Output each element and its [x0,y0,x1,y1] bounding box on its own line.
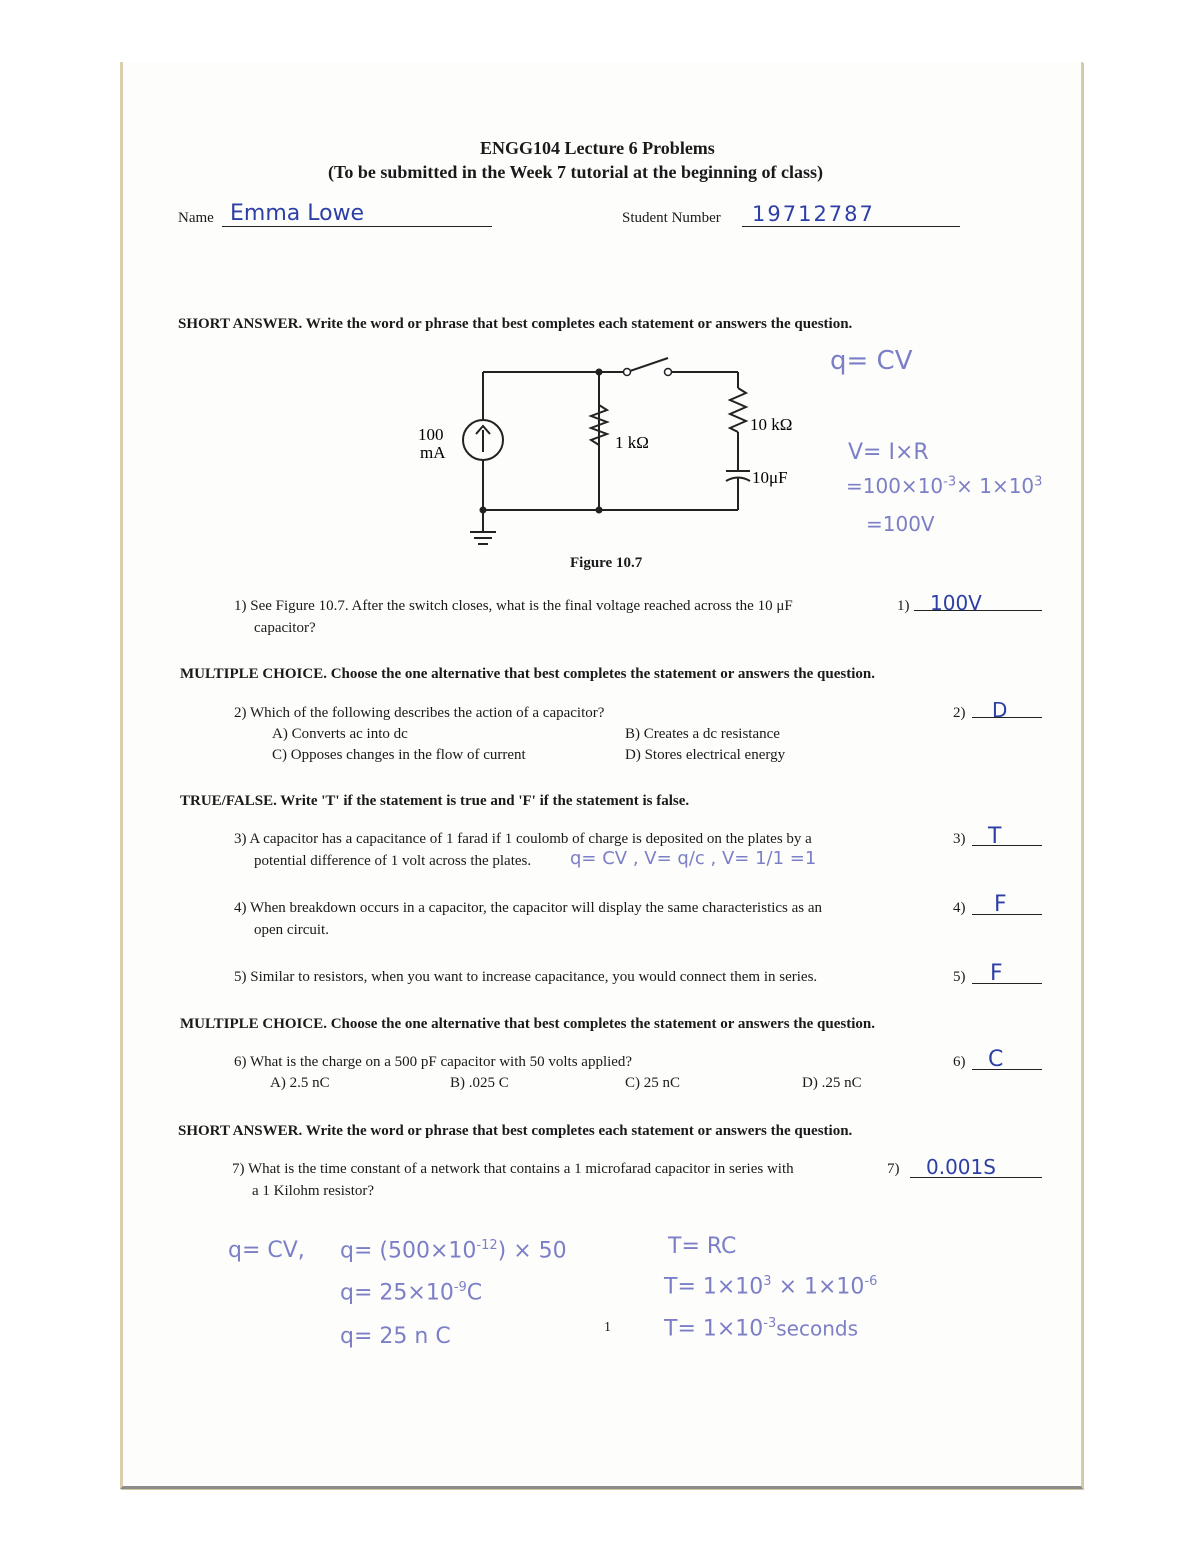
q3-text-line1: 3) A capacitor has a capacitance of 1 farad if 1 coulomb of charge is deposited on the plates by a [234,831,812,847]
q4-text-line2: open circuit. [254,922,329,938]
q6-answer: C [988,1047,1004,1072]
student-number-line [742,226,960,227]
switch-contact-left [624,369,631,376]
hand-v-line2: $=100\times 10^{-3}\times 1\times 10^3$ [846,474,1043,498]
hand-v-line3: =100V [866,512,935,536]
q3-answer-line [972,845,1042,846]
q2-option-a: A) Converts ac into dc [272,726,408,742]
source-label-unit: mA [420,443,446,462]
section-short-answer-1: SHORT ANSWER. Write the word or phrase that best completes each statement or answers the question. [178,316,853,332]
q6-option-c: C) 25 nC [625,1075,681,1091]
q6-option-b: B) .025 C [450,1075,509,1091]
q6-answer-line [972,1069,1042,1070]
section-multiple-choice-1: MULTIPLE CHOICE. Choose the one alternative that best completes the statement or answers the question. [180,666,875,682]
name-value: Emma Lowe [230,201,365,226]
q2-option-d: D) Stores electrical energy [625,747,786,763]
q3-number: 3) [953,831,966,847]
hand-v-line1: V= I×R [848,440,929,465]
q2-option-c: C) Opposes changes in the flow of current [272,747,526,763]
q2-number: 2) [953,705,966,721]
q4-answer: F [994,892,1007,917]
junction-top [596,369,603,376]
junction-bottom [596,507,603,514]
q5-text: 5) Similar to resistors, when you want to increase capacitance, you would connect them in series. [234,969,818,985]
q2-text: 2) Which of the following describes the action of a capacitor? [234,705,605,721]
hand-tau-1: T= RC [668,1234,737,1259]
hand-tau-3: $T= 1\times 10^{-3}seconds$ [664,1316,859,1342]
section-short-answer-2: SHORT ANSWER. Write the word or phrase that best completes each statement or answers the question. [178,1123,853,1139]
q3-text-line2: potential difference of 1 volt across the plates. [254,853,532,869]
q5-answer-line [972,983,1042,984]
q6-option-a: A) 2.5 nC [270,1075,330,1091]
page-subtitle: (To be submitted in the Week 7 tutorial at the beginning of class) [328,162,824,182]
q1-text-line1: 1) See Figure 10.7. After the switch closes, what is the final voltage reached across the 10 μF [234,598,793,614]
capacitor-label: 10μF [752,468,788,487]
q2-option-b: B) Creates a dc resistance [625,726,780,742]
figure-caption: Figure 10.7 [570,555,643,571]
hand-calc-2: $q= (500\times 10^{-12}) \times 50$ [340,1238,567,1264]
q7-text-line1: 7) What is the time constant of a network that contains a 1 microfarad capacitor in series with [232,1161,794,1177]
page-title: ENGG104 Lecture 6 Problems [480,138,715,158]
q4-text-line1: 4) When breakdown occurs in a capacitor, the capacitor will display the same characteristics as an [234,900,823,916]
q7-answer: 0.001S [926,1155,996,1179]
hand-calc-4: q= 25 n C [340,1324,451,1349]
r1-label: 1 kΩ [615,433,649,452]
q6-number: 6) [953,1054,966,1070]
q1-answer: 100V [930,591,982,615]
q2-answer: D [992,698,1008,722]
q7-text-line2: a 1 Kilohm resistor? [252,1183,375,1199]
q6-text: 6) What is the charge on a 500 pF capacitor with 50 volts applied? [234,1054,633,1070]
hand-calc-1: q= CV, [228,1238,305,1263]
q4-number: 4) [953,900,966,916]
hand-tau-2: $T= 1\times 10^3 \times 1\times 10^{-6}$ [664,1274,878,1300]
page-number: 1 [604,1320,611,1335]
junction-ground [480,507,487,514]
hand-q-formula: q= CV [830,346,913,376]
paper-sheet [120,62,1083,1489]
q6-option-d: D) .25 nC [802,1075,862,1091]
q1-number: 1) [897,598,910,614]
circuit-diagram [400,350,820,565]
q5-number: 5) [953,969,966,985]
hand-q3-note: q= CV , V= q/c , V= 1/1 =1 [570,848,817,869]
source-label-value: 100 [418,425,444,444]
student-number-label: Student Number [622,210,721,226]
q1-text-line2: capacitor? [254,620,316,636]
q7-number: 7) [887,1161,900,1177]
section-true-false: TRUE/FALSE. Write 'T' if the statement is true and 'F' if the statement is false. [180,793,690,809]
q4-answer-line [972,914,1042,915]
section-multiple-choice-2: MULTIPLE CHOICE. Choose the one alternative that best completes the statement or answers the question. [180,1016,875,1032]
student-number-value: 19712787 [752,202,875,226]
switch-contact-right [665,369,672,376]
name-line [222,226,492,227]
q5-answer: F [990,961,1003,986]
hand-calc-3: $q= 25\times 10^{-9}C$ [340,1280,483,1306]
r2-label: 10 kΩ [750,415,793,434]
name-label: Name [178,210,214,226]
q3-answer: T [988,824,1002,849]
